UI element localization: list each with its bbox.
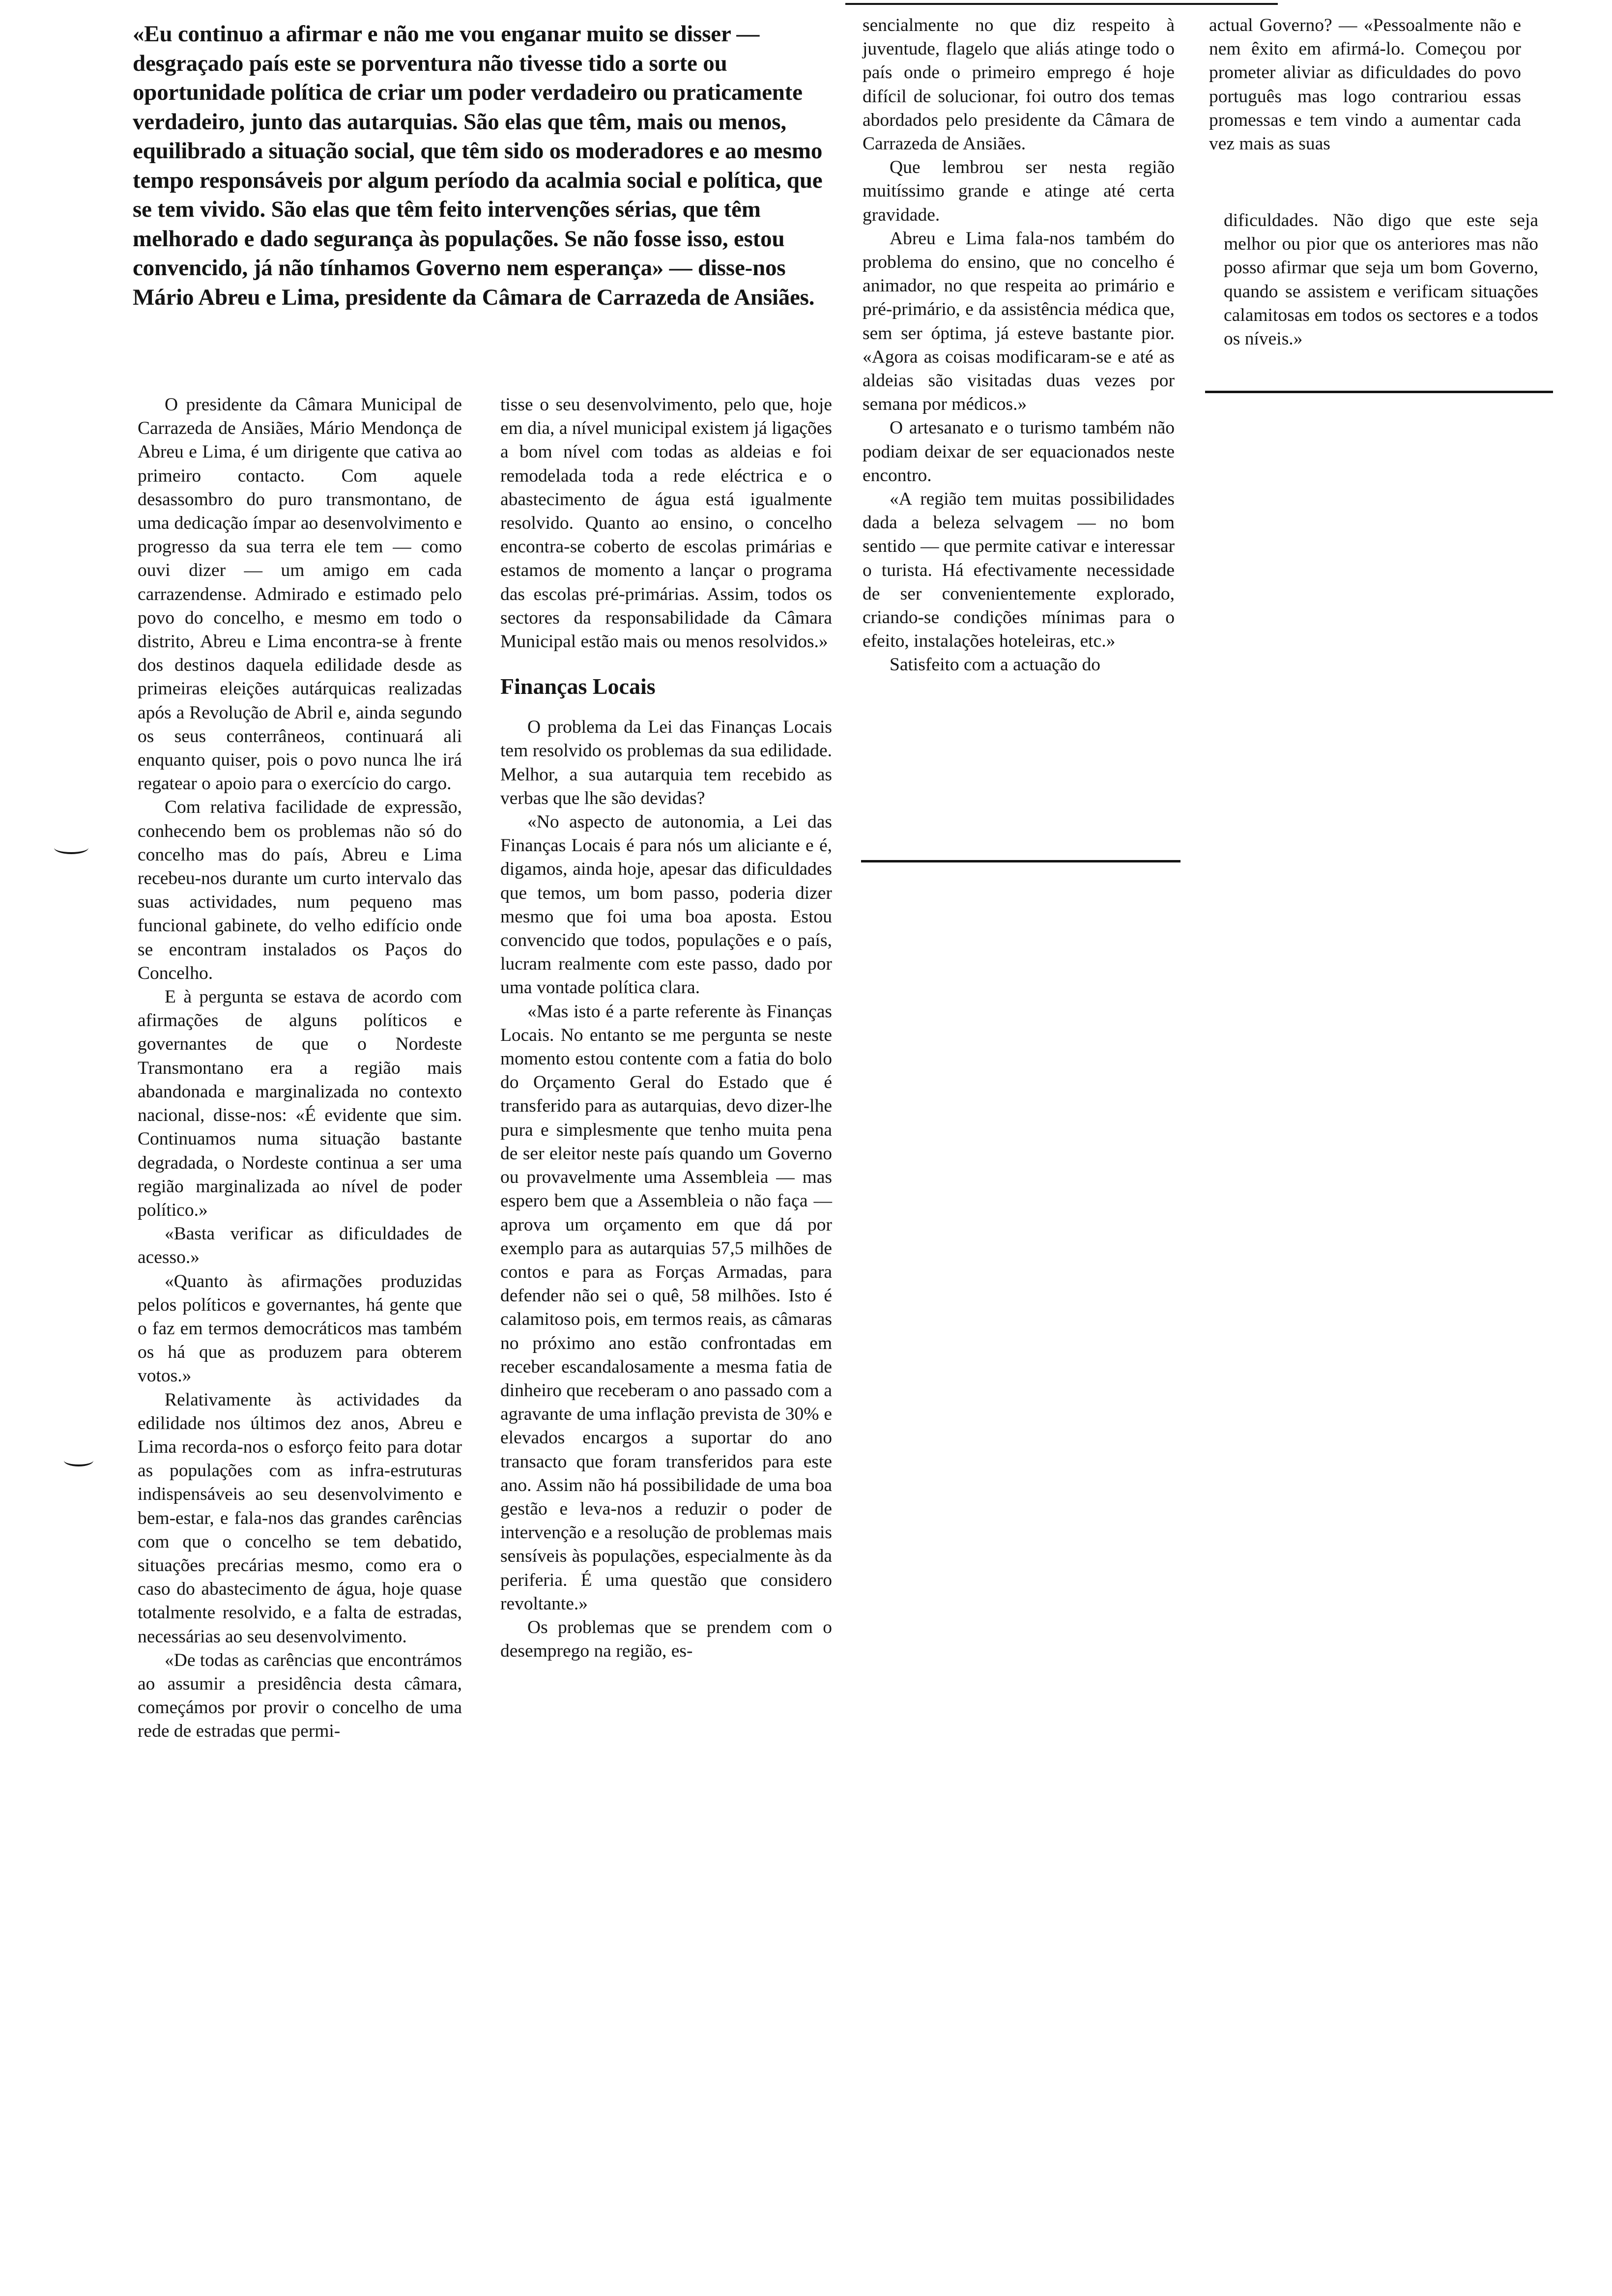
col1-paragraph-3: E à pergunta se estava de acordo com afirmações de alguns políticos e governantes de que o Nordeste Transmontano era a região mais abandonada e marginalizada no contexto nacional, disse-nos: «É evidente que sim. Continuamos numa situação bastante degradada, o Nordeste continua a ser uma região marginalizada ao nível de poder político.» <box>138 987 462 1220</box>
article-column-4-bottom <box>1224 209 1538 351</box>
col4-paragraph-2: dificuldades. Não digo que este seja melhor ou pior que os anteriores mas não posso afirmar que seja um bom Governo, quando se assistem e verificam situações calamitosas em todos os sectores e a todos os níveis.» <box>1224 210 1538 349</box>
col2-paragraph-1: tisse o seu desenvolvimento, pelo que, hoje em dia, a nível municipal existem já ligações a bom nível com todas as aldeias e foi remodelada toda a rede eléctrica e o abastecimento de água está igualmente resolvido. Quanto ao ensino, o concelho encontra-se coberto de escolas primárias e estamos de momento a lançar o programa das escolas pré-primárias. Assim, todos os sectores da responsabilidade da Câmara Municipal estão mais ou menos resolvidos.» <box>500 395 832 652</box>
column-3-end-rule <box>861 860 1180 862</box>
col3-paragraph-2: Que lembrou ser nesta região muitíssimo grande e atinge até certa gravidade. <box>863 157 1175 225</box>
col3-paragraph-3: Abreu e Lima fala-nos também do problema do ensino, que no concelho é animador, no que respeita ao primário e pré-primário, e da assistência médica que, sem ser óptima, já esteve bastante pior. «Agora as coisas modificaram-se e até as aldeias são visitadas duas vezes por semana por médicos.» <box>863 228 1175 415</box>
col4-paragraph-1: actual Governo? — «Pessoalmente não e nem êxito em afirmá-lo. Começou por prometer aliviar as dificuldades do povo português mas logo contrariou essas promessas e tem vindo a aumentar cada vez mais as suas <box>1209 15 1521 154</box>
col1-paragraph-2: Com relativa facilidade de expressão, conhecendo bem os problemas não só do concelho mas do país, Abreu e Lima recebeu-nos durante um curto intervalo das suas actividades, num pequeno mas funcional gabinete, do velho edifício onde se encontram instalados os Paços do Concelho. <box>138 797 462 983</box>
article-column-4-top <box>1209 14 1521 156</box>
article-column-3 <box>863 14 1175 677</box>
col3-paragraph-6: Satisfeito com a actuação do <box>890 655 1100 675</box>
col1-paragraph-7: «De todas as carências que encontrámos ao assumir a presidência desta câmara, começámos por provir o concelho de uma rede de estradas que permi- <box>138 1650 462 1742</box>
article-column-1 <box>138 393 462 1744</box>
margin-mark <box>54 841 88 854</box>
margin-mark <box>64 1455 93 1466</box>
section-heading: Finanças Locais <box>500 674 656 699</box>
col3-paragraph-1: sencialmente no que diz respeito à juventude, flagelo que aliás atinge todo o país onde o primeiro emprego é hoje difícil de solucionar, foi outro dos temas abordados pelo presidente da Câmara de Carrazeda de Ansiães. <box>863 15 1175 154</box>
article-column-2 <box>500 393 832 1663</box>
col1-paragraph-1: O presidente da Câmara Municipal de Carrazeda de Ansiães, Mário Mendonça de Abreu e Lima, é um dirigente que cativa ao primeiro contacto. Com aquele desassombro do puro transmontano, de uma dedicação ímpar ao desenvolvimento e progresso da sua terra ele tem — como ouvi dizer — um amigo em cada carrazendense. Admirado e estimado pelo povo do concelho, e mesmo em todo o distrito, Abreu e Lima encontra-se à frente dos destinos daquela edilidade desde as primeiras eleições autárquicas realizadas após a Revolução de Abril e, ainda segundo os seus conterrâneos, continuará ali enquanto quiser, pois o povo nunca lhe irá regatear o apoio para o exercício do cargo. <box>138 395 462 794</box>
col1-paragraph-6: Relativamente às actividades da edilidade nos últimos dez anos, Abreu e Lima recorda-nos o esforço feito para dotar as populações com as infra-estruturas indispensáveis ao seu desenvolvimento e bem-estar, e fala-nos das grandes carências com que o concelho se tem debatido, situações precárias mesmo, como era o caso do abastecimento de água, hoje quase totalmente resolvido, e a falta de estradas, necessárias ao seu desenvolvimento. <box>138 1389 462 1647</box>
top-rule <box>845 3 1278 5</box>
col1-paragraph-5: «Quanto às afirmações produzidas pelos políticos e governantes, há gente que o faz em termos democráticos mas também os há que as produzem para obterem votos.» <box>138 1271 462 1386</box>
column-4-end-rule <box>1205 391 1553 393</box>
col2-paragraph-5: Os problemas que se prendem com o desemprego na região, es- <box>500 1617 832 1662</box>
col2-paragraph-4: «Mas isto é a parte referente às Finanças Locais. No entanto se me pergunta se neste momento estou contente com a fatia do bolo do Orçamento Geral do Estado que é transferido para as autarquias, devo dizer-lhe pura e simplesmente que tenho muita pena de ser eleitor neste país quando um Governo ou provavelmente uma Assembleia — mas espero bem que a Assembleia o não faça — aprova um orçamento em que dá por exemplo para as autarquias 57,5 milhões de contos e para as Forças Armadas, para defender não sei o quê, 58 milhões. Isto é calamitoso pois, em termos reais, as câmaras no próximo ano estão confrontadas em receber escandalosamente a mesma fatia de dinheiro que receberam o ano passado com a agravante de uma inflação prevista de 30% e elevados encargos a suportar do ano transacto que foram transferidos para este ano. Assim não há possibilidade de uma boa gestão e leva-nos a reduzir o poder de intervenção e a resolução de problemas mais sensíveis às populações, especialmente às da periferia. É uma questão que considero revoltante.» <box>500 1001 832 1614</box>
col3-paragraph-5: «A região tem muitas possibilidades dada a beleza selvagem — no bom sentido — que permite cativar e interessar o turista. Há efectivamente necessidade de ser convenientemente explorado, criando-se condições mínimas para o efeito, instalações hoteleiras, etc.» <box>863 489 1175 652</box>
col3-paragraph-4: O artesanato e o turismo também não podiam deixar de ser equacionados neste encontro. <box>863 418 1175 486</box>
col1-paragraph-4: «Basta verificar as dificuldades de acesso.» <box>138 1224 462 1268</box>
col2-paragraph-3: «No aspecto de autonomia, a Lei das Finanças Locais é para nós um aliciante e é, digamos, ainda hoje, apesar das dificuldades que temos, um bom passo, poderia dizer mesmo que foi uma boa aposta. Estou convencido que todos, populações e o país, lucram realmente com este passo, dado por uma vontade política clara. <box>500 812 832 998</box>
col2-paragraph-2: O problema da Lei das Finanças Locais tem resolvido os problemas da sua edilidade. Melhor, a sua autarquia tem recebido as verbas que lhe são devidas? <box>500 717 832 808</box>
lead-paragraph: «Eu continuo a afirmar e não me vou enganar muito se disser — desgraçado país este se porventura não tivesse tido a sorte ou oportunidade política de criar um poder verdadeiro ou praticamente verdadeiro, junto das autarquias. São elas que têm, mais ou menos, equilibrado a situação social, que têm sido os moderadores e ao mesmo tempo responsáveis por algum período da acalmia social e política, que se tem vivido. São elas que têm feito intervenções sérias, que têm melhorado e dado segurança às populações. Se não fosse isso, estou convencido, já não tínhamos Governo nem esperança» — disse-nos Mário Abreu e Lima, presidente da Câmara de Carrazeda de Ansiães. <box>133 21 823 310</box>
